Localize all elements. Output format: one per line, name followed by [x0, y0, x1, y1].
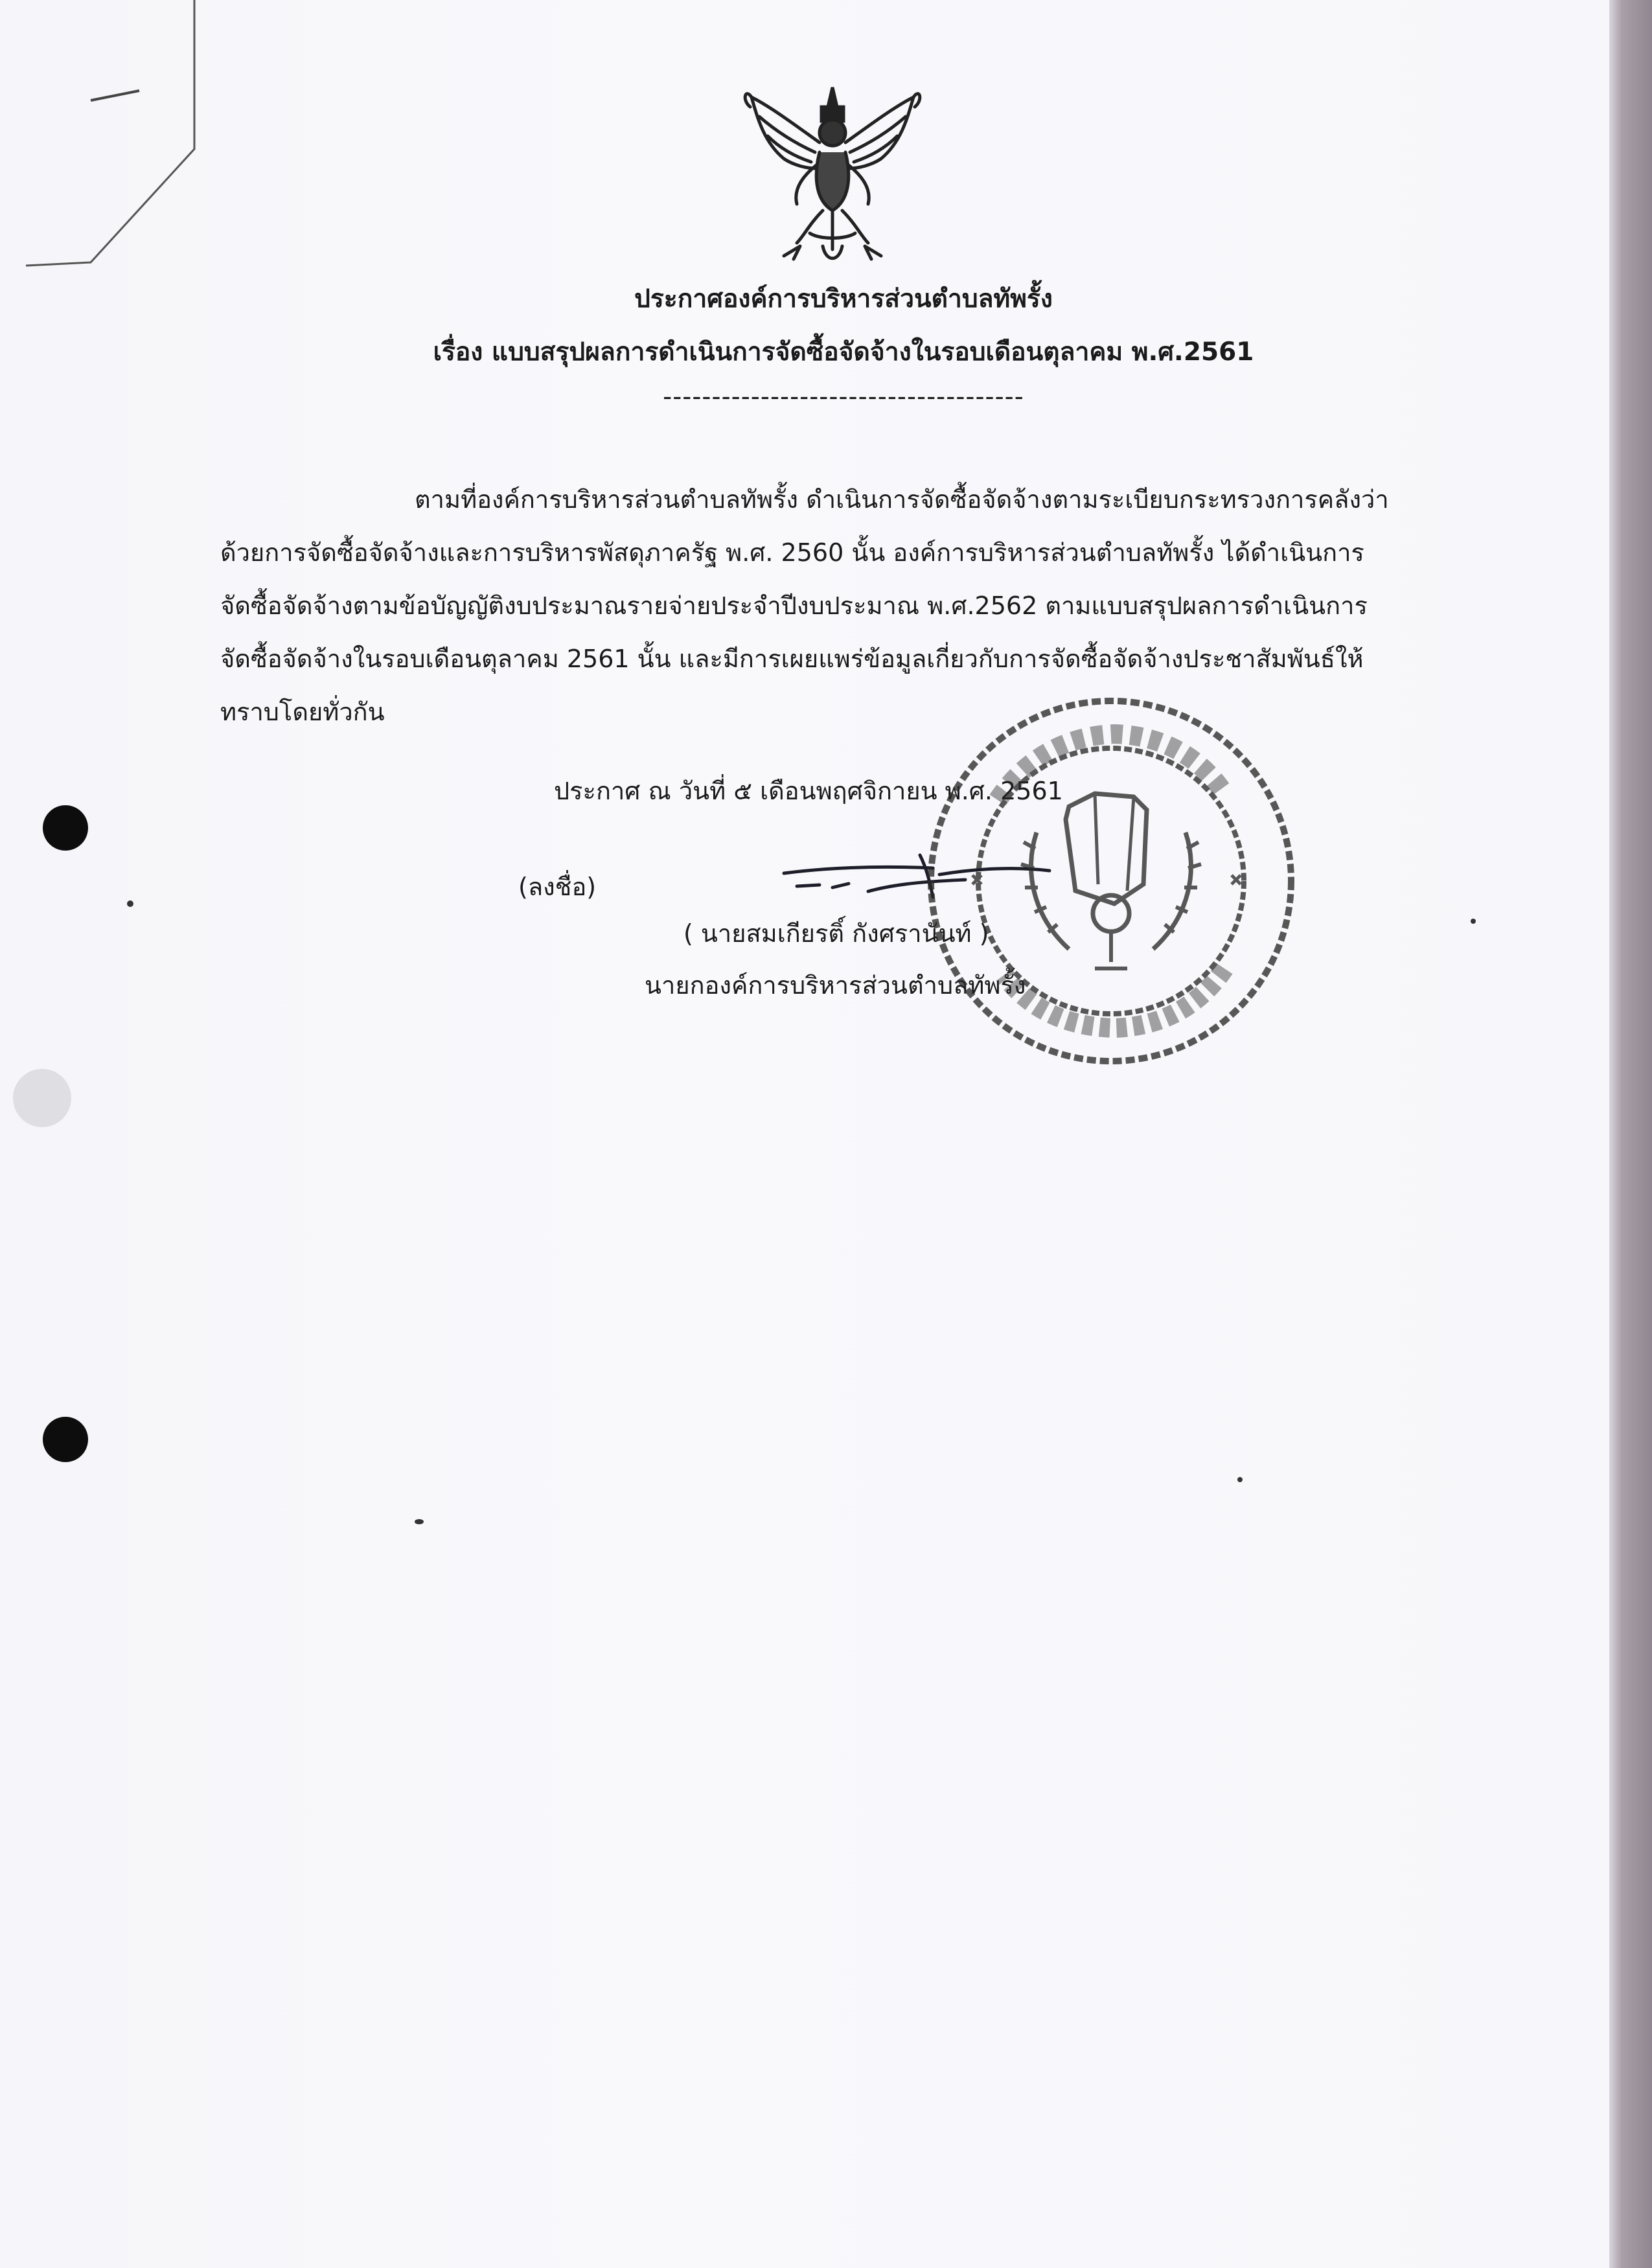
garuda-emblem	[732, 81, 933, 275]
speck	[415, 1519, 424, 1524]
body-line: จัดซื้อจัดจ้างตามข้อบัญญัติงบประมาณรายจ่ายประจำปีงบประมาณ พ.ศ.2562 ตามแบบสรุปผลการดำเนินการ	[220, 591, 1368, 620]
sign-label: (ลงชื่อ)	[518, 873, 597, 901]
announcement-date: ประกาศ ณ วันที่ ๕ เดือนพฤศจิกายน พ.ศ. 2561	[554, 777, 1063, 805]
body-line: จัดซื้อจัดจ้างในรอบเดือนตุลาคม 2561 นั้น และมีการเผยแพร่ข้อมูลเกี่ยวกับการจัดซื้อจัดจ้างประชาสัมพันธ์ให้	[220, 645, 1364, 673]
speck	[127, 900, 133, 907]
body-line: ด้วยการจัดซื้อจัดจ้างและการบริหารพัสดุภาครัฐ พ.ศ. 2560 นั้น องค์การบริหารส่วนตำบลทัพรั้ง ได้ดำเนินการ	[220, 538, 1364, 567]
folded-corner	[0, 0, 207, 272]
speck	[1237, 1477, 1243, 1482]
document-subject: เรื่อง แบบสรุปผลการดำเนินการจัดซื้อจัดจ้างในรอบเดือนตุลาคม พ.ศ.2561	[433, 338, 1254, 367]
body-line: ทราบโดยทั่วกัน	[220, 698, 385, 726]
document-title: ประกาศองค์การบริหารส่วนตำบลทัพรั้ง	[634, 284, 1053, 314]
signer-name: ( นายสมเกียรติ์ กังศรานันท์ )	[683, 919, 989, 948]
title-divider: -------------------------------------	[663, 382, 1024, 411]
official-seal-stamp	[920, 690, 1302, 1072]
punch-hole-top	[43, 805, 88, 851]
smudge	[13, 1069, 71, 1127]
signer-position: นายกองค์การบริหารส่วนตำบลทัพรั้ง	[645, 971, 1026, 1000]
punch-hole-bottom	[43, 1417, 88, 1462]
speck	[1471, 919, 1476, 924]
body-line: ตามที่องค์การบริหารส่วนตำบลทัพรั้ง ดำเนินการจัดซื้อจัดจ้างตามระเบียบกระทรวงการคลังว่า	[415, 485, 1389, 514]
